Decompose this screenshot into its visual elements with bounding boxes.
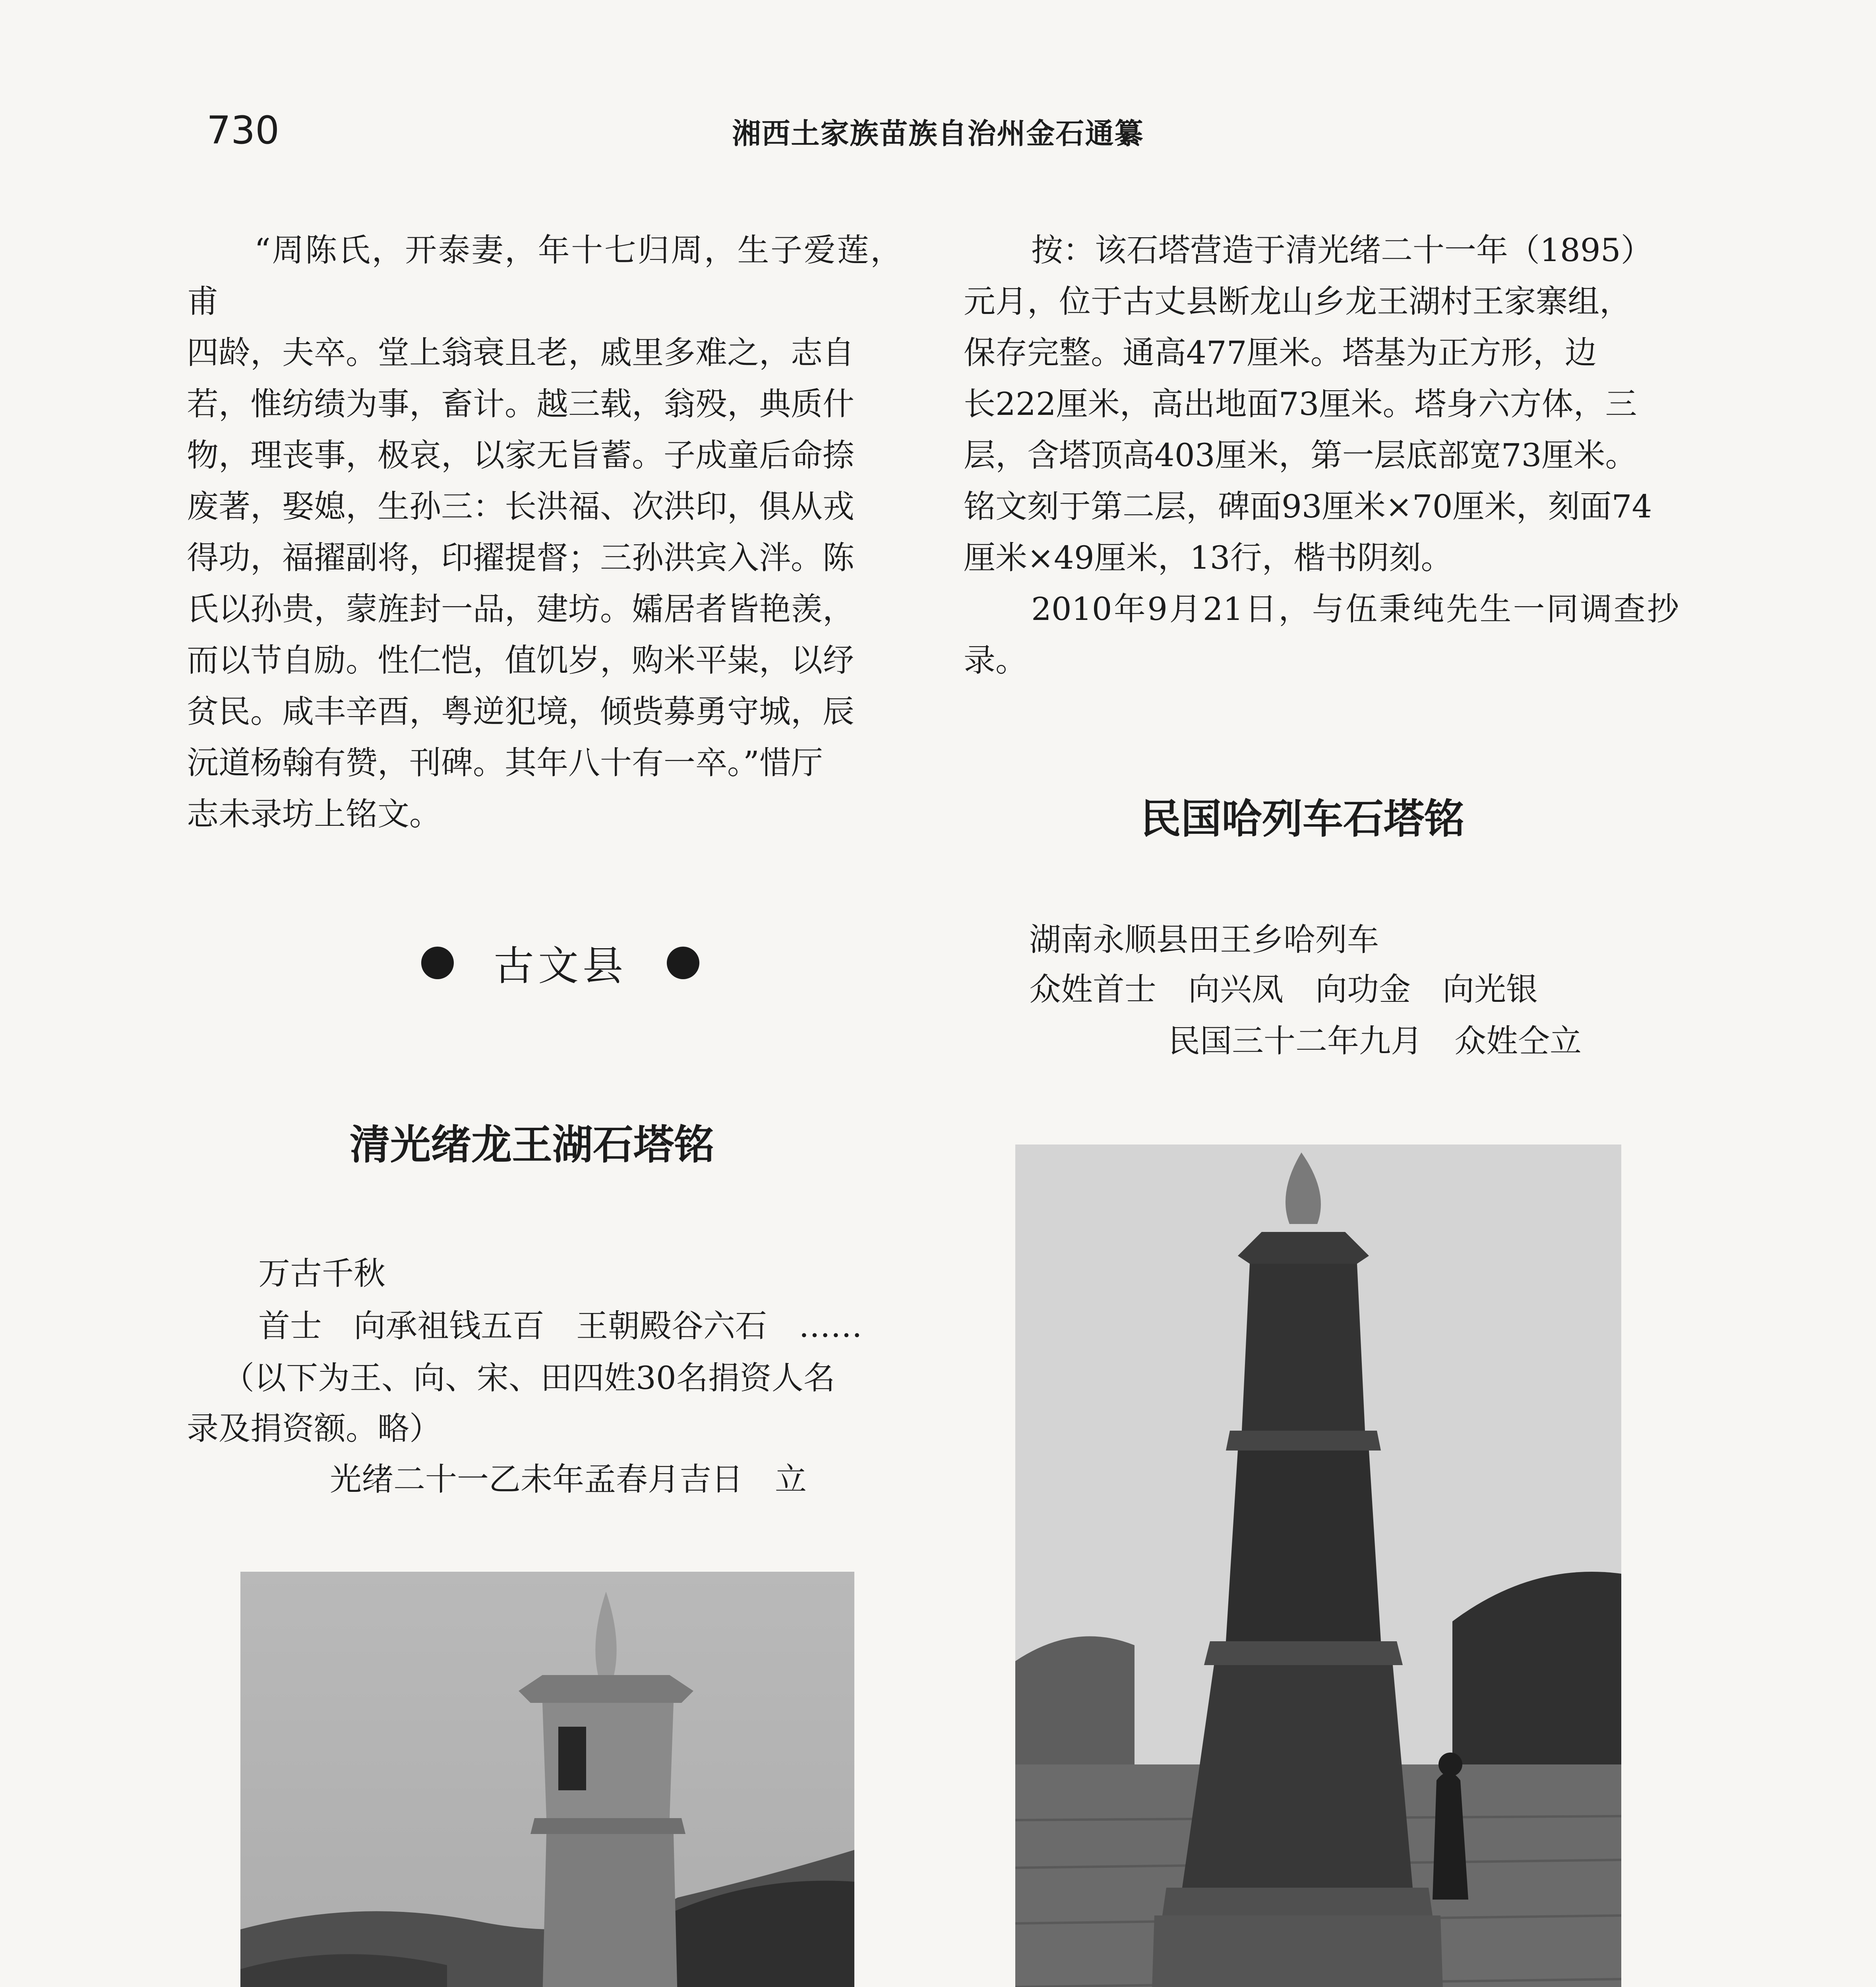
inscription-line: 光绪二十一乙未年孟春月吉日 立 [330, 1461, 807, 1498]
text-line: 废著，娶媳，生孙三：长洪福、次洪印，俱从戎 [187, 488, 854, 525]
pagoda-photo-illustration [1015, 1145, 1621, 1987]
inscription-line: 众姓首士 向兴凤 向功金 向光银 [1029, 971, 1538, 1008]
text-line: 保存完整。通高477厘米。塔基为正方形，边 [964, 334, 1597, 371]
text-line: 沅道杨翰有赞，刊碑。其年八十有一卒。”惜厅 [187, 744, 823, 781]
inscription-line: 万古千秋 [258, 1255, 385, 1292]
survey-note: 2010年9月21日，与伍秉纯先生一同调查抄录。 [964, 591, 1679, 679]
text-line: 氏以孙贵，蒙旌封一品，建坊。孀居者皆艳羡， [187, 591, 854, 627]
text-line: 厘米×49厘米，13行，楷书阴刻。 [964, 539, 1453, 576]
section-title-right: 民国哈列车石塔铭 [1140, 796, 1465, 843]
inscription-line: 湖南永顺县田王乡哈列车 [1029, 921, 1379, 958]
text-line: 按：该石塔营造于清光绪二十一年（1895） [1031, 232, 1653, 269]
text-line: 贫民。咸丰辛酉，粤逆犯境，倾赀募勇守城，辰 [187, 693, 854, 730]
page-number: 730 [207, 108, 280, 153]
running-header: 湘西土家族苗族自治州金石通纂 [732, 117, 1144, 150]
county-heading-text: 古文县 [494, 943, 627, 990]
photo-longwanghu-pagoda [240, 1572, 854, 1987]
text-line: 长222厘米，高出地面73厘米。塔身六方体，三 [964, 385, 1637, 422]
inscription-line: （以下为王、向、宋、田四姓30名捐资人名 [223, 1360, 835, 1396]
right-note [964, 225, 1679, 686]
text-line: 层，含塔顶高403厘米，第一层底部宽73厘米。 [964, 437, 1637, 474]
pagoda-photo-illustration [240, 1572, 854, 1987]
text-line: 铭文刻于第二层，碑面93厘米×70厘米，刻面74 [964, 488, 1652, 525]
left-paragraph [187, 225, 902, 840]
text-line: 四龄，夫卒。堂上翁衰且老，戚里多难之，志自 [187, 334, 854, 371]
inscription-line: 录及捐资额。略） [187, 1410, 441, 1447]
county-heading [421, 934, 699, 992]
text-line: 若，惟纺绩为事，畜计。越三载，翁殁，典质什 [187, 385, 854, 422]
inscription-line: 民国三十二年九月 众姓仝立 [1168, 1023, 1582, 1059]
text-line: 志未录坊上铭文。 [187, 796, 441, 833]
inscription-line: 首士 向承祖钱五百 王朝殿谷六石 …… [258, 1307, 862, 1344]
bullet-dot-icon [421, 947, 454, 979]
text-line: 元月，位于古丈县断龙山乡龙王湖村王家寨组， [964, 283, 1631, 320]
text-line: “周陈氏，开泰妻，年十七归周，生子爱莲，甫 [187, 232, 902, 320]
text-line: 物，理丧事，极哀，以家无旨蓄。子成童后命捺 [187, 437, 854, 474]
section-title-left: 清光绪龙王湖石塔铭 [350, 1121, 714, 1169]
bullet-dot-icon [667, 947, 699, 979]
text-line: 得功，福擢副将，印擢提督；三孙洪宾入泮。陈 [187, 539, 854, 576]
text-line: 而以节自励。性仁恺，值饥岁，购米平粜，以纾 [187, 642, 854, 679]
photo-haliche-pagoda [1015, 1145, 1621, 1987]
